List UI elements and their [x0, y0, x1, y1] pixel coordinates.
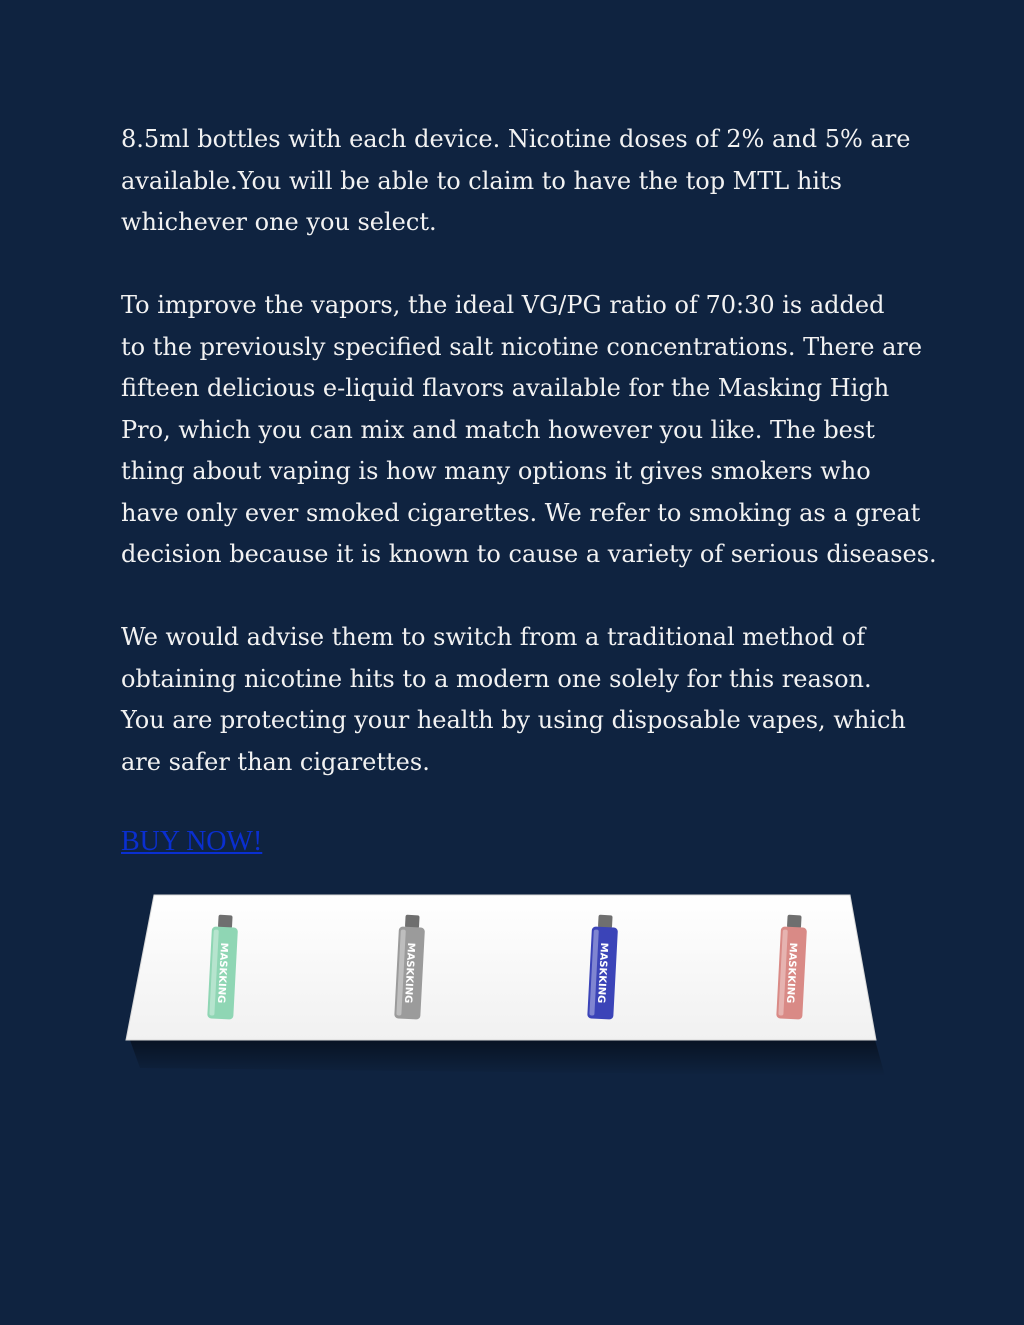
- card-shadow: [130, 1040, 885, 1076]
- product-card: [126, 895, 876, 1040]
- mouthpiece: [405, 915, 420, 929]
- text-line: have only ever smoked cigarettes. We refer to smoking as a great: [121, 498, 921, 527]
- brand-text: MASKKING: [402, 942, 417, 1004]
- mouthpiece: [218, 915, 233, 929]
- product-photo: [120, 890, 890, 1080]
- text-line: You are protecting your health by using disposable vapes, which: [121, 706, 906, 734]
- product-image: [120, 890, 890, 1080]
- text-line: Pro, which you can mix and match however you like. The best: [121, 415, 875, 444]
- text-line: 8.5ml bottles with each device. Nicotine doses of 2% and 5% are: [121, 125, 911, 153]
- text-line: We would advise them to switch from a traditional method of: [121, 623, 866, 651]
- vape-device-mint: [207, 914, 238, 1019]
- text-line: whichever one you select.: [121, 208, 437, 236]
- text-line: to the previously specified salt nicotine concentrations. There are: [121, 332, 923, 361]
- vape-device-blue: [587, 914, 618, 1019]
- buy-now-link[interactable]: BUY NOW!: [121, 826, 263, 857]
- brand-text: MASKKING: [215, 942, 230, 1004]
- text-line: fifteen delicious e-liquid flavors available for the Masking High: [121, 374, 890, 402]
- paragraph-bottles: [121, 119, 911, 244]
- text-line: available.You will be able to claim to have the top MTL hits: [121, 166, 842, 195]
- text-line: are safer than cigarettes.: [121, 747, 430, 776]
- vape-device-pink: [776, 914, 807, 1019]
- text-line: obtaining nicotine hits to a modern one solely for this reason.: [121, 664, 872, 693]
- vape-device-grey: [394, 914, 425, 1019]
- paragraph-vg-pg-ratio: [121, 285, 937, 576]
- paragraph-advice: [121, 617, 911, 783]
- brand-text: MASKKING: [595, 942, 610, 1004]
- text-line: decision because it is known to cause a variety of serious diseases.: [121, 540, 937, 568]
- brand-text: MASKKING: [784, 942, 799, 1004]
- mouthpiece: [787, 915, 802, 929]
- mouthpiece: [598, 915, 613, 929]
- text-line: To improve the vapors, the ideal VG/PG ratio of 70:30 is added: [121, 291, 885, 319]
- text-line: thing about vaping is how many options it gives smokers who: [121, 457, 871, 485]
